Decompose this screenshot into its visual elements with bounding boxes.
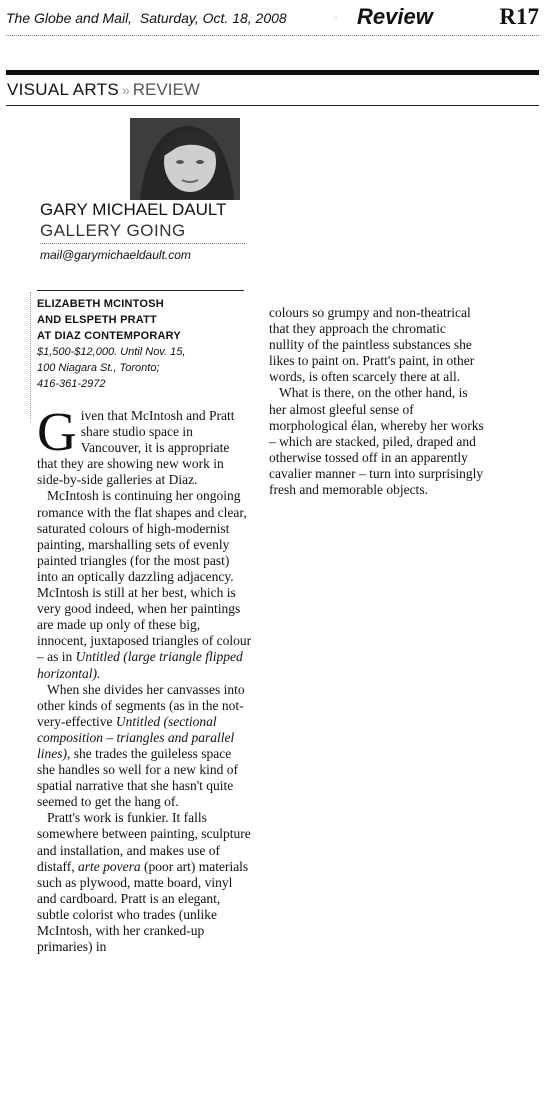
infobox-title [37,296,247,344]
paragraph [37,401,252,488]
paragraph [37,488,252,681]
paragraph: What is there, on the other hand, is her almost gleeful sense of morphological élan, whereby her works – which are stacked, piled, draped and otherwise tossed off in an apparently cavalier manner – turn into surprisingly fresh and memorable objects. [269,385,484,498]
exhibition-infobox [37,296,247,392]
kicker-rule [6,105,539,106]
paragraph [37,810,252,955]
infobox-title-line: AT DIAZ CONTEMPORARY [37,330,181,342]
drop-cap: G [37,401,77,462]
paragraph-text: iven that McIntosh and Pratt share studio space in Vancouver, it is appropriate that they are showing new work in side-by-side galleries at Diaz. [37,408,235,488]
paragraph-text: McIntosh is continuing her ongoing romance with the flat shapes and clear, saturated colours of high-modernist painting, marshalling sets of evenly painted triangles (for the most past) into an optically dazzling adjacency. McIntosh is still at her best, which is very good indeed, when her paintings are made up only of these big, innocent, juxtaposed triangles of colour – as in [37,488,252,665]
paragraph-text: she trades the guileless space she handles so well for a new kind of spatial narrative that she hasn't quite seemed to get the hang of. [37,745,238,810]
paragraph-text: Pratt's work is funkier. It falls somewhere between painting, sculpture and installation, and makes use of distaff, [37,810,251,874]
portrait-drawing [130,118,240,200]
infobox-title-line: ELIZABETH MCINTOSH [37,298,164,310]
article-column-1 [37,401,252,955]
masthead-page-number: R17 [499,4,539,29]
masthead-separator: ◦ [332,12,340,26]
masthead-section: Review [357,4,433,29]
infobox-detail-line: 100 Niagara St., Toronto; [37,362,160,374]
paragraph-text: When she divides her canvasses into other kinds of segments (as in the not-very-effective [37,681,245,729]
author-email-link[interactable]: mail@garymichaeldault.com [40,248,191,262]
paragraph-continued: colours so grumpy and non-theatrical that they approach the chromatic nullity of the paintless substances she likes to paint on. Pratt's paint, in other words, is often scarcely there at all. [269,305,475,385]
artwork-title: Untitled (sectional composition – triangles and parallel lines), [37,713,235,761]
infobox-dotted-edge [30,292,32,422]
kicker-arrows: » [121,82,130,98]
section-thick-rule [6,70,539,75]
kicker-type: REVIEW [132,80,200,99]
infobox-rule [37,290,244,291]
masthead [6,4,539,32]
column-name: GALLERY GOING [40,221,186,240]
kicker [7,80,200,100]
artwork-title: Untitled (large triangle flipped horizontal). [37,649,243,681]
infobox-details [37,344,247,392]
infobox-title-line: AND ELSPETH PRATT [37,314,157,326]
masthead-paper-date: The Globe and Mail, Saturday, Oct. 18, 2008 [6,10,287,26]
paragraph-text: (poor art) materials such as plywood, matte board, vinyl and cardboard. Pratt is an elegant, subtle colorist who trades (unlike McIntosh, with her cranked-up primaries) in [37,858,249,955]
infobox-detail-line: $1,500-$12,000. Until Nov. 15, [37,346,186,358]
paragraph [37,682,252,811]
author-portrait-photo [130,118,240,200]
infobox-detail-line: 416-361-2972 [37,378,106,390]
author-name: GARY MICHAEL DAULT [40,200,227,219]
byline-dotted-rule [40,243,245,244]
kicker-category: VISUAL ARTS [7,80,119,99]
article-column-2 [269,305,484,498]
art-term: arte povera [78,858,141,874]
masthead-dotted-rule [6,35,539,36]
